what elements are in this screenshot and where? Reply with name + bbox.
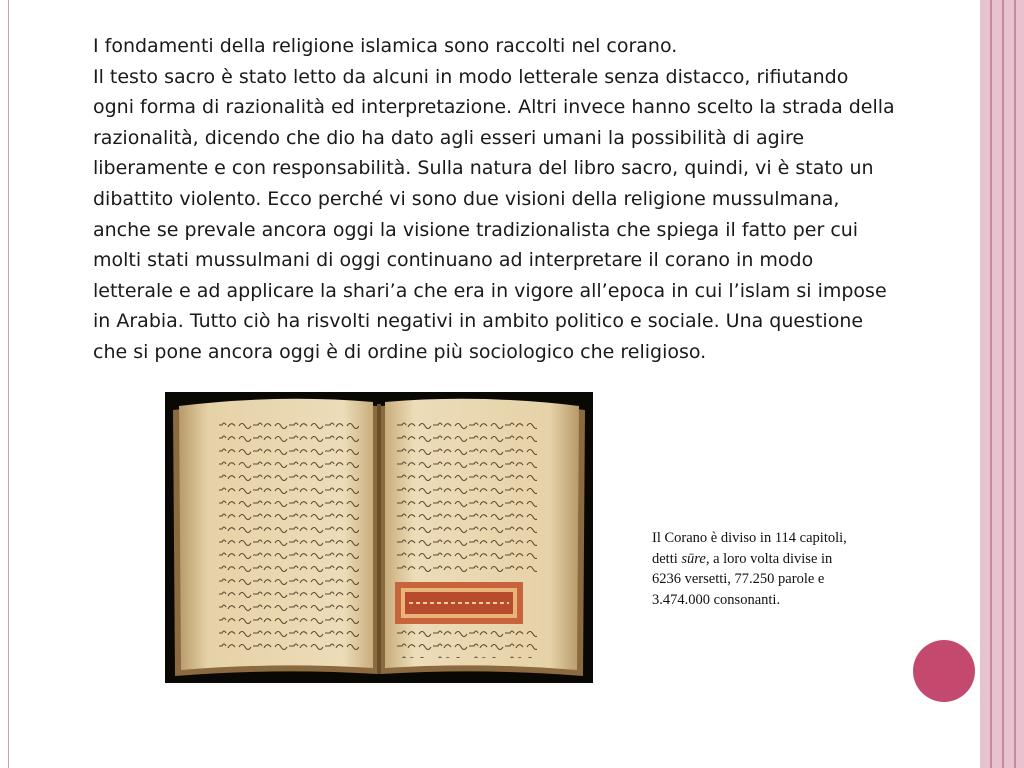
caption-text: detti bbox=[652, 550, 682, 567]
caption-line: Il Corano è diviso in 114 capitoli, bbox=[652, 530, 847, 546]
main-paragraph bbox=[93, 31, 973, 368]
paragraph-line: liberamente e con responsabilità. Sulla natura del libro sacro, quindi, vi è stato un bbox=[93, 157, 874, 180]
paragraph-line: ogni forma di razionalità ed interpretazione. Altri invece hanno scelto la strada della bbox=[93, 96, 895, 119]
caption-text: , a loro volta divise in bbox=[705, 550, 833, 567]
paragraph-line: Il testo sacro è stato letto da alcuni in modo letterale senza distacco, rifiutando bbox=[93, 65, 849, 88]
illuminated-band bbox=[395, 582, 523, 624]
caption-line: 3.474.000 consonanti. bbox=[652, 591, 781, 608]
paragraph-line: che si pone ancora oggi è di ordine più sociologico che religioso. bbox=[93, 340, 707, 363]
paragraph-line: anche se prevale ancora oggi la visione tradizionalista che spiega il fatto per cui bbox=[93, 218, 859, 241]
open-book-illustration bbox=[165, 392, 593, 683]
quran-manuscript-image bbox=[165, 392, 593, 683]
caption-line bbox=[652, 549, 922, 570]
image-caption bbox=[652, 528, 922, 610]
paragraph-line: I fondamenti della religione islamica sono raccolti nel corano. bbox=[93, 35, 678, 57]
right-decorative-band bbox=[980, 0, 1024, 768]
paragraph-line: razionalità, dicendo che dio ha dato agli esseri umani la possibilità di agire bbox=[93, 126, 805, 149]
band-stripe bbox=[990, 0, 992, 768]
left-border-line bbox=[8, 0, 9, 768]
paragraph-line: molti stati mussulmani di oggi continuano ad interpretare il corano in modo bbox=[93, 249, 814, 272]
decorative-circle bbox=[913, 640, 975, 702]
band-stripe bbox=[1002, 0, 1004, 768]
caption-line: 6236 versetti, 77.250 parole e bbox=[652, 571, 825, 587]
paragraph-line: in Arabia. Tutto ciò ha risvolti negativi in ambito politico e sociale. Una questione bbox=[93, 310, 864, 333]
band-stripe bbox=[1014, 0, 1016, 768]
caption-italic-term: sūre bbox=[681, 550, 706, 567]
paragraph-line: letterale e ad applicare la shari’a che era in vigore all’epoca in cui l’islam si impose bbox=[93, 279, 887, 302]
paragraph-line: dibattito violento. Ecco perché vi sono due visioni della religione mussulmana, bbox=[93, 187, 840, 210]
